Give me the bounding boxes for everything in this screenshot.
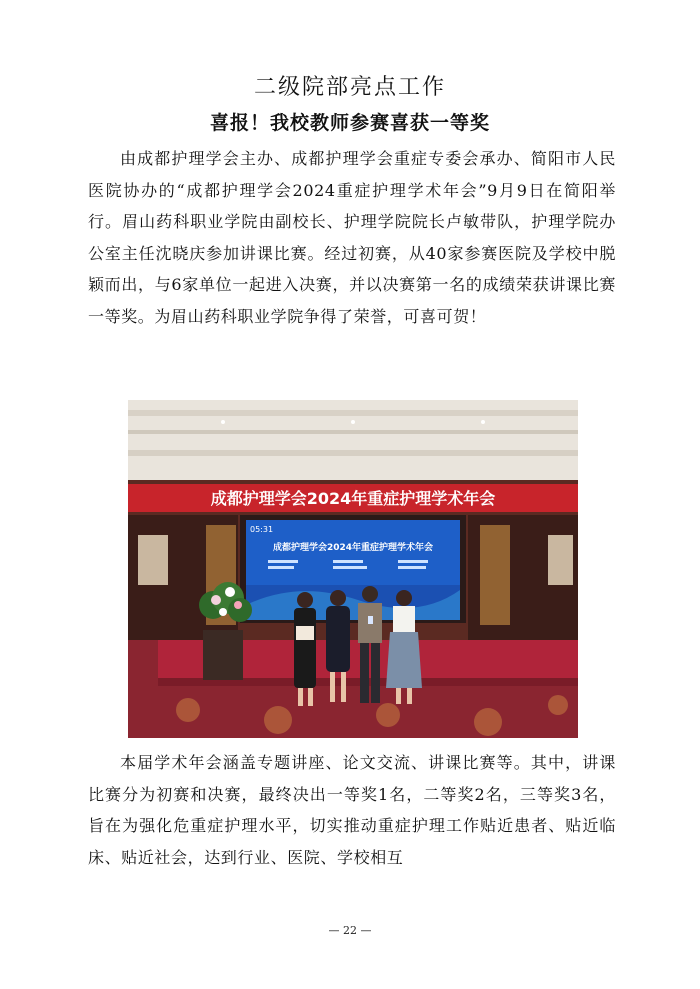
screen-time: 05:31: [250, 525, 274, 534]
body-paragraph-2: 本届学术年会涵盖专题讲座、论文交流、讲课比赛等。其中，讲课比赛分为初赛和决赛，最终决出一等奖1名，二等奖2名，三等奖3名，旨在为强化危重症护理水平，切实推动重症护理工作贴近患者、贴近临床、贴近社会，达到行业、医院、学校相互: [88, 753, 616, 867]
event-photo: [128, 400, 578, 738]
page-title: 二级院部亮点工作: [253, 75, 446, 100]
banner-text: 成都护理学会2024年重症护理学术年会: [210, 489, 496, 508]
page-number: — 22 —: [328, 924, 372, 937]
news-headline: 喜报！我校教师参赛喜获一等奖: [209, 112, 490, 134]
body-paragraph-1: 由成都护理学会主办、成都护理学会重症专委会承办、简阳市人民医院协办的“成都护理学会2024重症护理学术年会”9月9日在简阳举行。眉山药科职业学院由副校长、护理学院院长卢敏带队，护理学院办公室主任沈晓庆参加讲课比赛。经过初赛，从40家参赛医院及学校中脱颖而出，与6家单位一起进入决赛，并以决赛第一名的成绩荣获讲课比赛一等奖。为眉山药科职业学院争得了荣誉，可喜可贺！: [88, 149, 616, 326]
screen-title: 成都护理学会2024年重症护理学术年会: [272, 543, 434, 553]
